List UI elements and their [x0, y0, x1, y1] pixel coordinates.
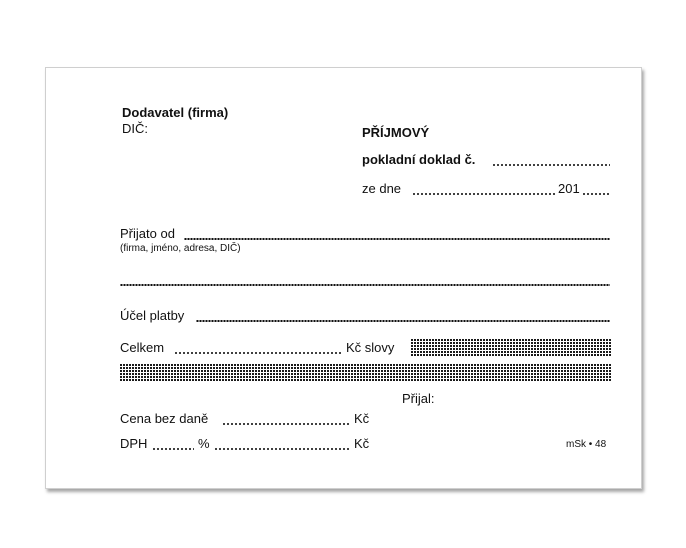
amount-in-words-field-line-2[interactable] [120, 364, 611, 382]
received-from-hint: (firma, jméno, adresa, DIČ) [120, 243, 241, 254]
total-label: Celkem [120, 340, 165, 355]
year-prefix: 201 [558, 181, 580, 196]
date-field[interactable] [412, 193, 556, 195]
amount-in-words-label: Kč slovy [346, 340, 395, 355]
purpose-field[interactable] [196, 320, 610, 322]
received-by-label: Přijal: [402, 391, 435, 406]
amount-in-words-field[interactable] [411, 339, 611, 357]
date-label: ze dne [362, 181, 402, 196]
document-title: PŘÍJMOVÝ [362, 125, 430, 140]
supplier-label: Dodavatel (firma) [122, 105, 229, 120]
vat-rate-field[interactable] [152, 448, 194, 450]
purpose-label: Účel platby [120, 308, 185, 323]
document-number-field[interactable] [492, 164, 610, 166]
received-from-label: Přijato od [120, 226, 175, 241]
vat-id-label: DIČ: [122, 121, 148, 136]
year-field[interactable] [582, 193, 610, 195]
total-field[interactable] [174, 352, 342, 354]
received-from-field[interactable] [184, 238, 610, 240]
vat-percent-sign: % [198, 436, 210, 451]
vat-amount-field[interactable] [214, 448, 350, 450]
vat-label: DPH [120, 436, 148, 451]
document-number-label: pokladní doklad č. [362, 152, 476, 167]
form-code: mSk • 48 [566, 439, 607, 450]
price-excl-vat-label: Cena bez daně [120, 411, 209, 426]
received-from-field-line-2[interactable] [120, 284, 610, 286]
receipt-form [45, 67, 642, 489]
price-excl-vat-field[interactable] [222, 423, 350, 425]
vat-currency: Kč [354, 436, 370, 451]
price-currency: Kč [354, 411, 370, 426]
